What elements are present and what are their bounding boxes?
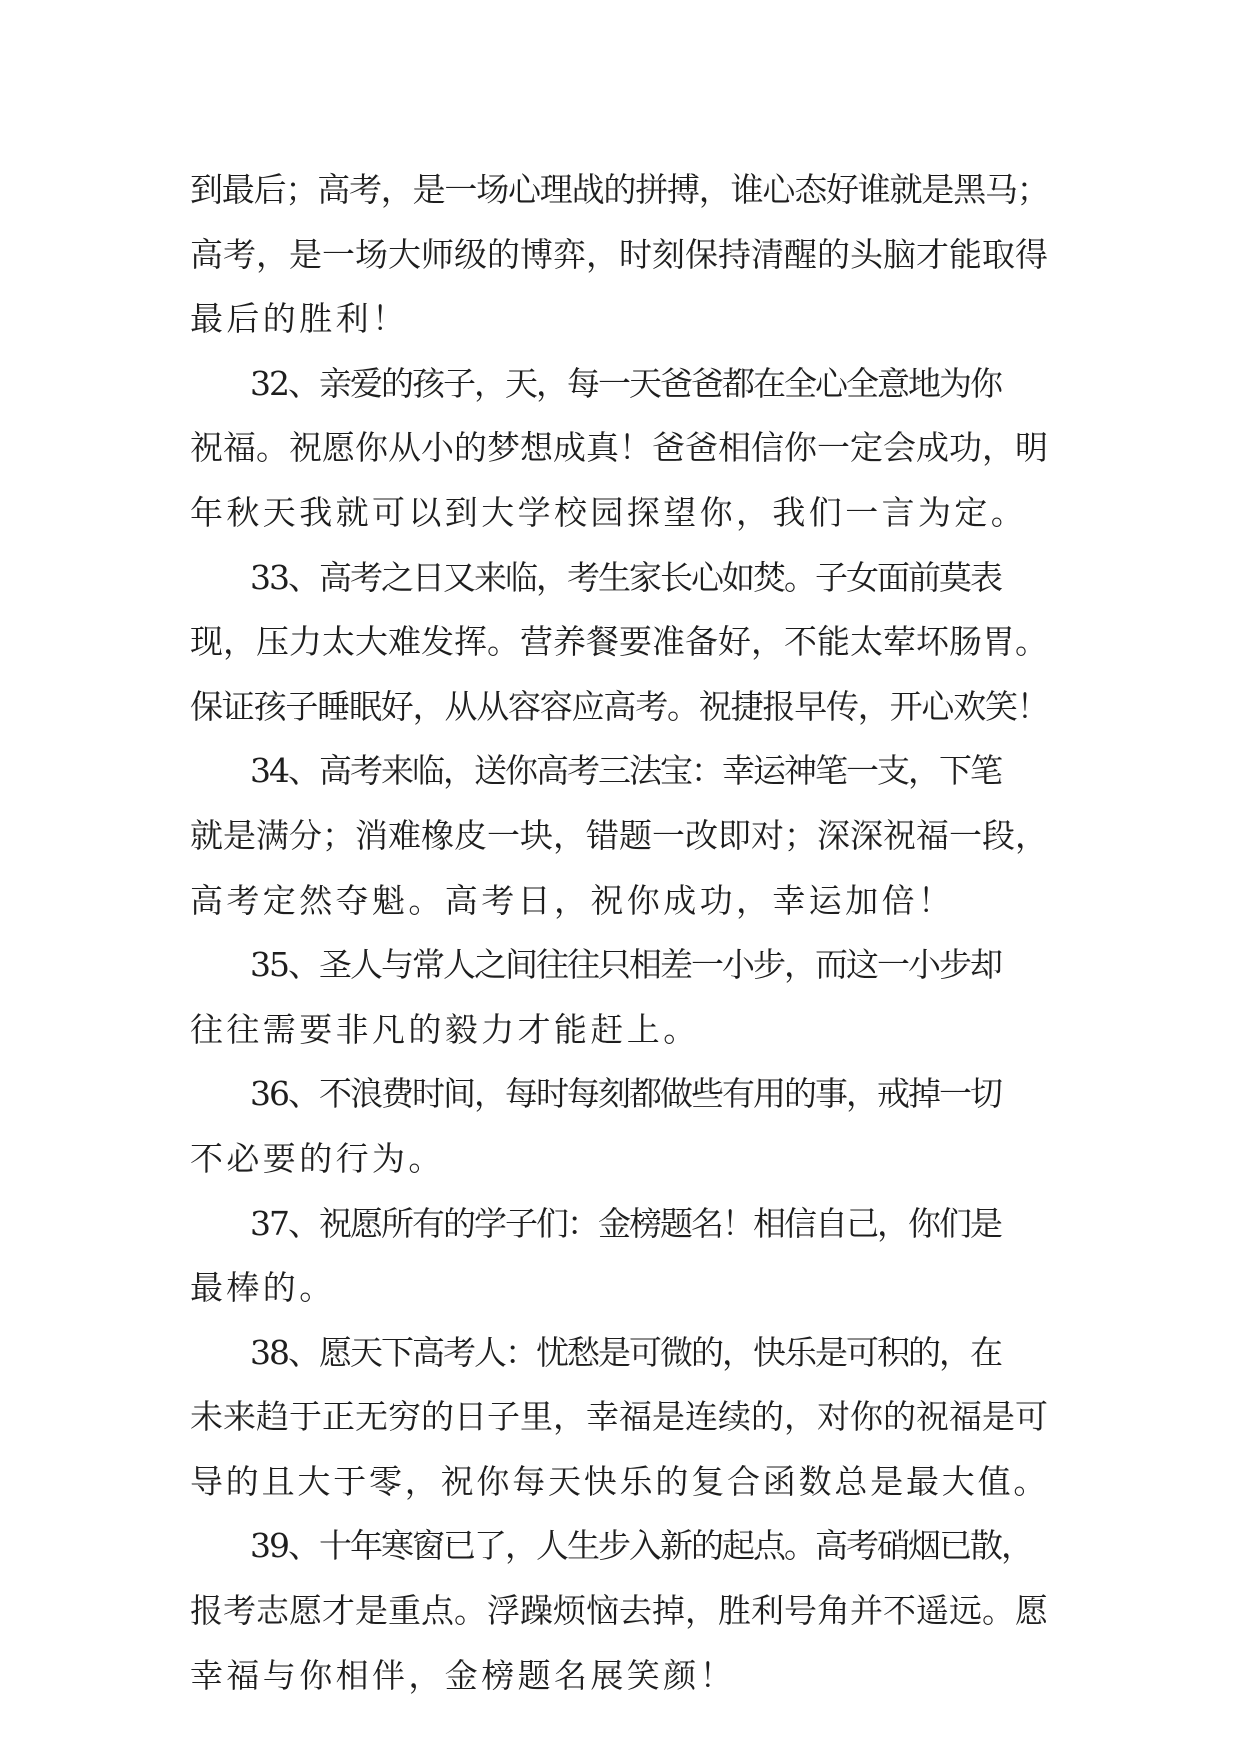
text-line: 报考志愿才是重点。浮躁烦恼去掉，胜利号角并不遥远。愿 [190,1591,1048,1631]
paragraph-first-line: 32、亲爱的孩子，天，每一天爸爸都在全心全意地为你 [250,363,1001,403]
text-line: 到最后；高考，是一场心理战的拼搏，谁心态好谁就是黑马； [190,170,1049,209]
text-line: 年秋天我就可以到大学校园探望你，我们一言为定。 [190,492,1028,532]
text-line: 现，压力太大难发挥。营养餐要准备好，不能太荤坏肠胃。 [190,622,1048,662]
paragraph-first-line: 33、高考之日又来临，考生家长心如焚。子女面前莫表 [250,557,1001,597]
text-line: 导的且大于零，祝你每天快乐的复合函数总是最大值。 [190,1461,1050,1501]
paragraph-first-line: 37、祝愿所有的学子们：金榜题名！相信自己，你们是 [250,1203,1001,1243]
text-line: 最棒的。 [190,1268,336,1308]
paragraph-first-line: 35、圣人与常人之间往往只相差一小步，而这一小步却 [250,945,1001,985]
paragraph-first-line: 39、十年寒窗已了，人生步入新的起点。高考硝烟已散， [250,1526,1032,1566]
text-line: 保证孩子睡眠好，从从容容应高考。祝捷报早传，开心欢笑！ [190,686,1049,726]
paragraph-first-line: 36、不浪费时间，每时每刻都做些有用的事，戒掉一切 [250,1074,1001,1114]
text-line: 最后的胜利！ [190,299,409,339]
text-line: 未来趋于正无穷的日子里，幸福是连续的，对你的祝福是可 [190,1397,1048,1437]
text-line: 不必要的行为。 [190,1138,445,1178]
text-line: 幸福与你相伴，金榜题名展笑颜！ [190,1655,736,1695]
text-line: 高考定然夺魁。高考日，祝你成功，幸运加倍！ [190,880,955,920]
paragraph-first-line: 38、愿天下高考人：忧愁是可微的，快乐是可积的，在 [250,1332,1001,1372]
text-line: 往往需要非凡的毅力才能赶上。 [190,1009,700,1049]
document-body [190,158,1050,1708]
paragraph-first-line: 34、高考来临，送你高考三法宝：幸运神笔一支，下笔 [250,751,1001,791]
text-line: 祝福。祝愿你从小的梦想成真！爸爸相信你一定会成功，明 [190,428,1048,468]
text-line: 就是满分；消难橡皮一块，错题一改即对；深深祝福一段， [190,815,1048,855]
text-line: 高考，是一场大师级的博弈，时刻保持清醒的头脑才能取得 [190,234,1048,274]
